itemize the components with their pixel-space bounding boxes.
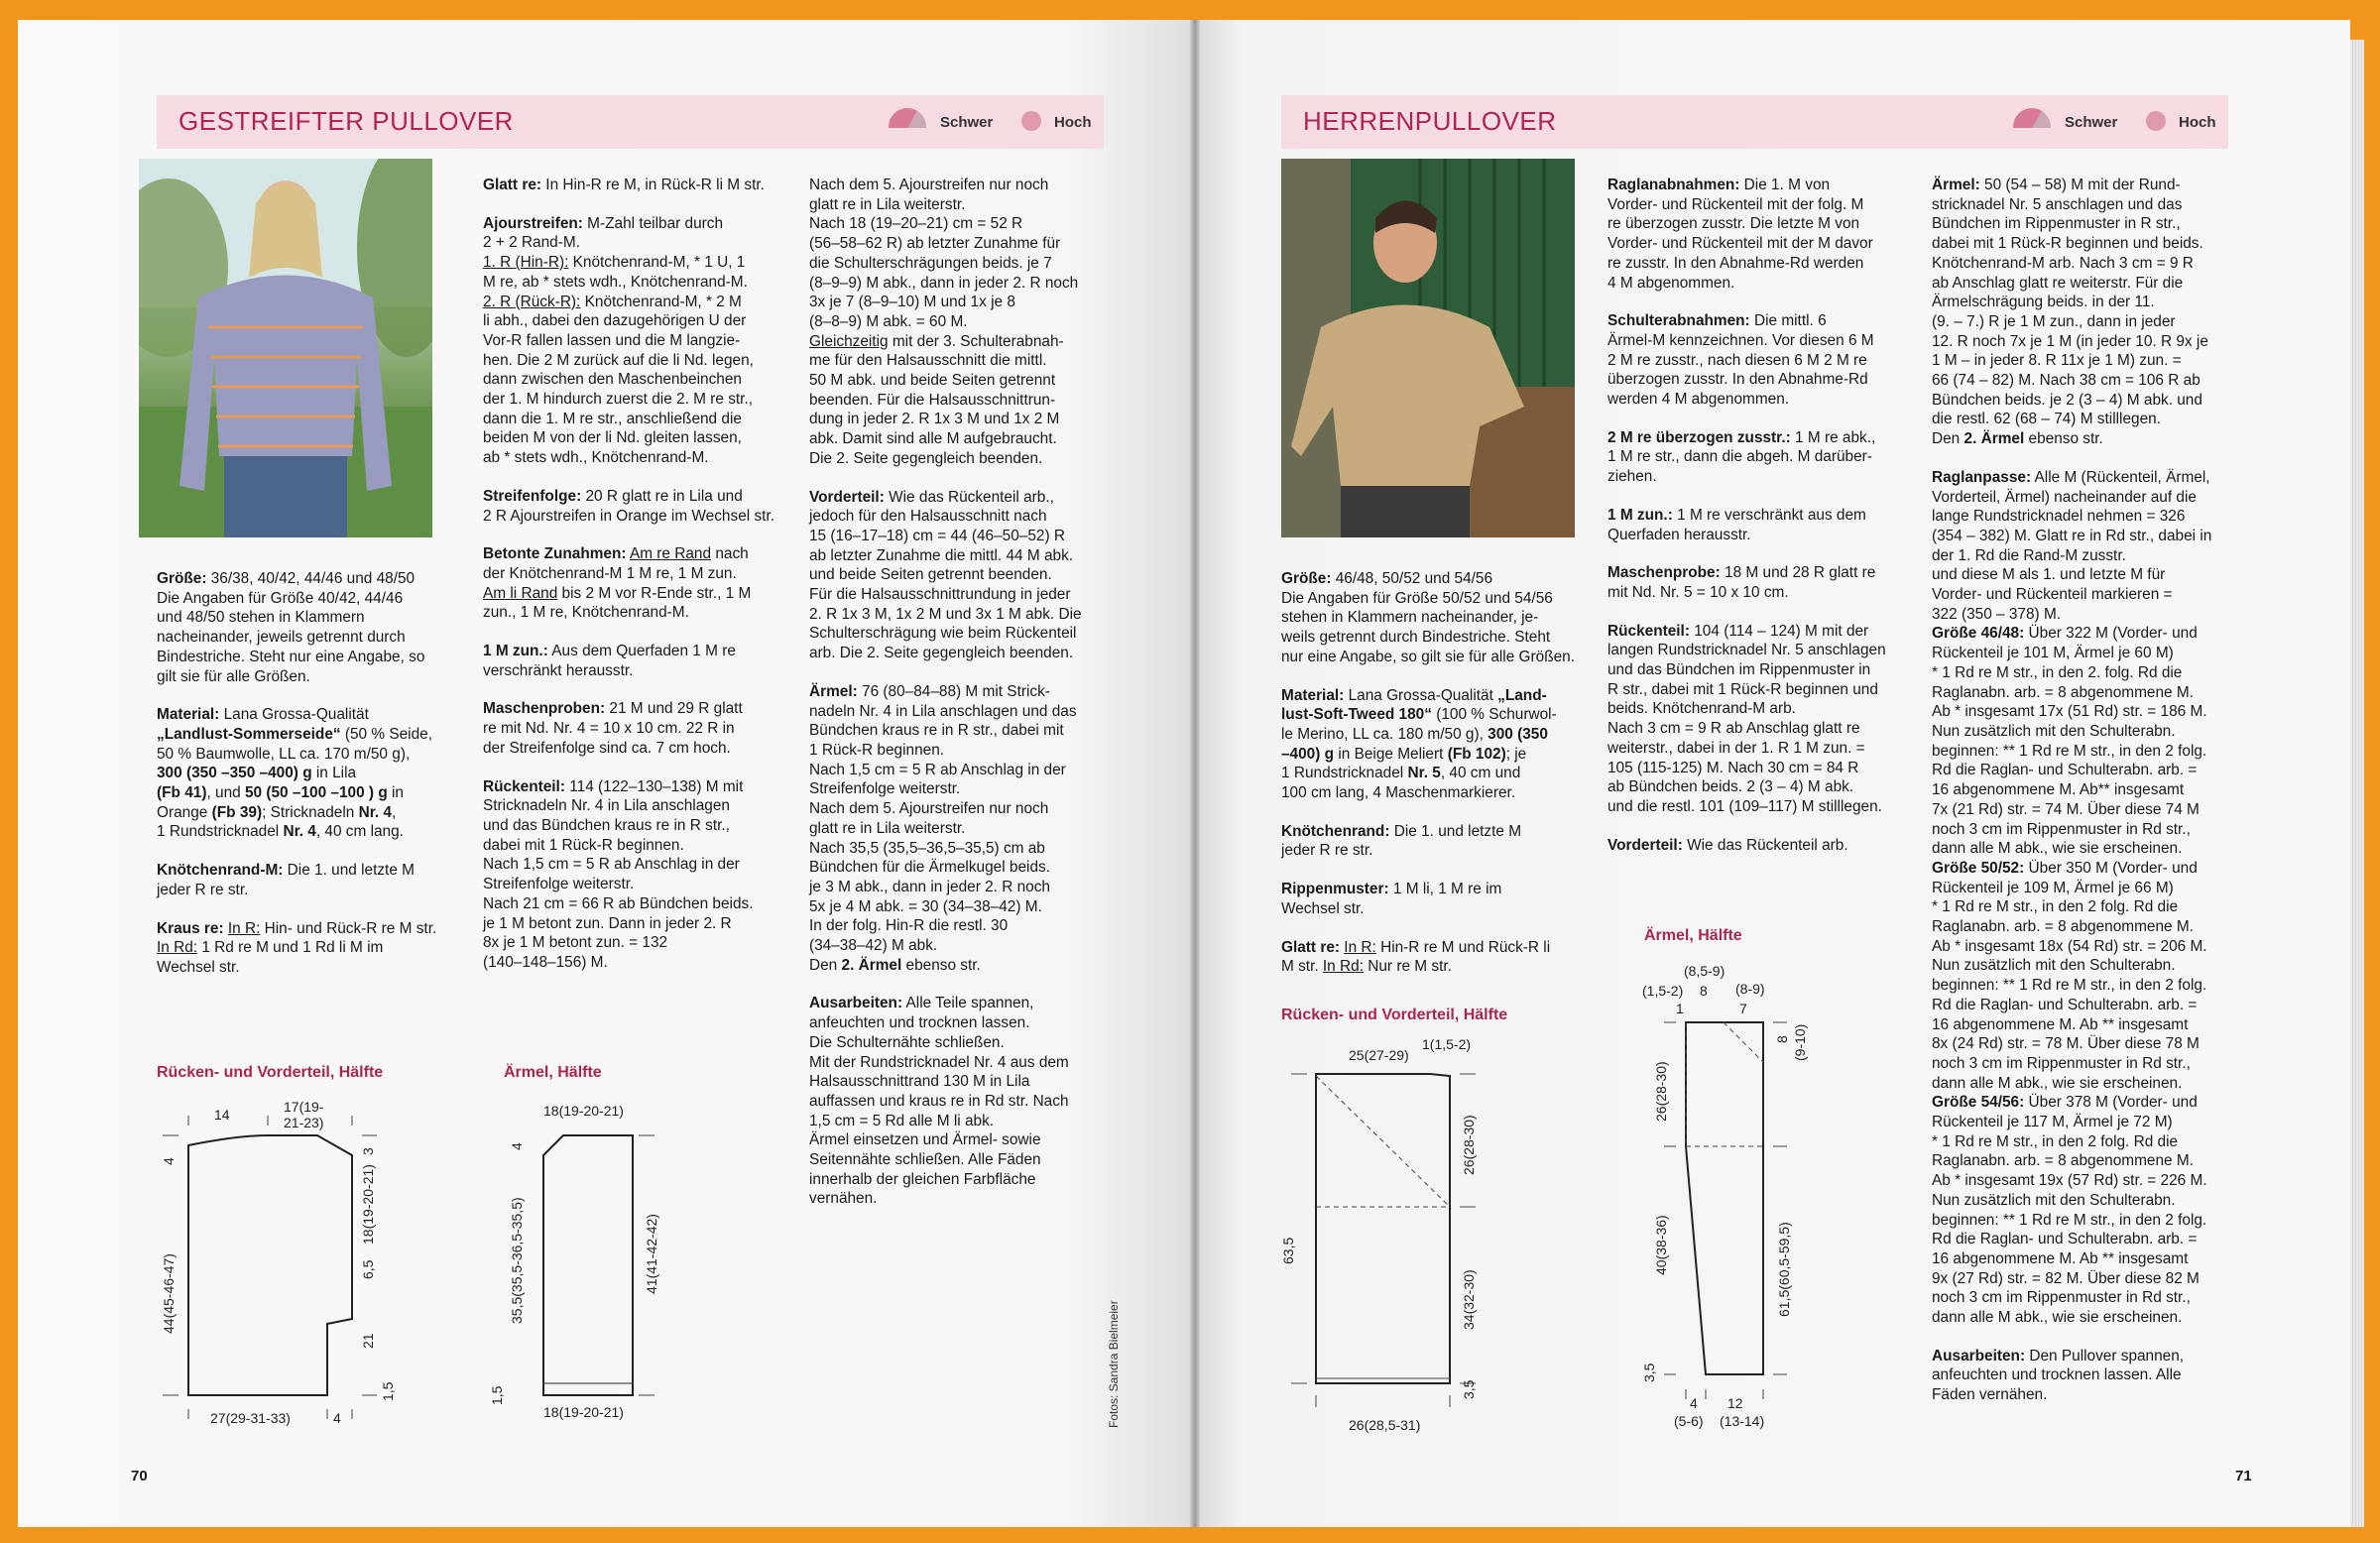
left-sleeve-schematic: [486, 1096, 684, 1443]
paragraph: Raglanpasse: Alle M (Rückenteil, Ärmel, Vorderteil, Ärmel) nacheinander auf die lange Rundstricknadel nehmen = 326 (354 – 382) M. Glatt re in Rd str., dabei in der 1. Rd die Rand-M zusstr. und diese M als 1. und letzte M für Vorder- und Rückenteil markieren = 322 (350 – 378) M. Größe 46/48: Über 322 M (Vorder- und Rückenteil je 101 M, Ärmel je 60 M) * 1 Rd re M str., in den 2. folg. Rd die Raglanabn. arb. = 8 abgenommene M. Ab * insgesamt 17x (51 Rd) str. = 186 M. Nun zusätzlich mit den Schulterabn. beginnen: ** 1 Rd re M str., in den 2 folg. Rd die Raglan- und Schulterabn. arb. = 16 abgenommene M. Ab** insgesamt 7x (21 Rd) str. = 74 M. Über diese 74 M noch 3 cm im Rippenmuster in Rd str., dann alle M abk., wie sie erscheinen. Größe 50/52: Über 350 M (Vorder- und Rückenteil je 109 M, Ärmel je 66 M) * 1 Rd re M str., in den 2 folg. Rd die Raglanabn. arb. = 8 abgenommene M. Ab * insgesamt 18x (54 Rd) str. = 206 M. Nun zusätzlich mit den Schulterabn. beginnen: ** 1 Rd re M str., in den 2 folg. Rd die Raglan- und Schulterabn. arb. = 16 abgenommene M. Ab ** insgesamt 8x (24 Rd) str. = 78 M. Über diese 78 M noch 3 cm im Rippenmuster in Rd str., dann alle M abk., wie sie erscheinen. Größe 54/56: Über 378 M (Vorder- und Rückenteil je 117 M, Ärmel je 72 M) * 1 Rd re M str., in den 2 folg. Rd die Raglanabn. arb. = 8 abgenommene M. Ab * insgesamt 19x (57 Rd) str. = 226 M. Nun zusätzlich mit den Schulterabn. beginnen: ** 1 Rd re M str., in den 2 folg. Rd die Raglan- und Schulterabn. arb. = 16 abgenommene M. Ab ** insgesamt 9x (27 Rd) str. = 82 M. Über diese 82 M noch 3 cm im Rippenmuster in Rd str., dann alle M abk., wie sie erscheinen.: [1932, 468, 2212, 1327]
dim-label: (8,5-9): [1684, 963, 1726, 979]
paragraph: Rückenteil: 104 (114 – 124) M mit der langen Rundstricknadel Nr. 5 anschlagen und das Bündchen im Rippenmuster in R str., dabei mit 1 Rück-R beginnen und beids. Knötchenrand-M arb. Nach 3 cm = 9 R ab Anschlag glatt re weiterstr., dabei in der 1. R 1 M zun. = 105 (115-125) M. Nach 30 cm = 84 R ab Bündchen beids. 2 (3 – 4) M abk. und die restl. 101 (109–117) M stilllegen.: [1607, 622, 1886, 815]
warmth-dot-icon: [1021, 111, 1041, 131]
dim-label: 6,5: [360, 1259, 376, 1279]
paragraph: Kraus re: In R: Hin- und Rück-R re M str. In Rd: 1 Rd re M und 1 Rd li M im Wechsel str.: [157, 919, 437, 976]
paragraph: 1 M zun.: Aus dem Querfaden 1 M re verschränkt herausstr.: [483, 643, 736, 679]
right-col-1: [1281, 569, 1589, 996]
woman-sweater-photo: [139, 159, 432, 537]
paragraph: Material: Lana Grossa-Qualität „Land- lust-Soft-Tweed 180“ (100 % Schurwol- le Merino, LL ca. 180 m/50 g), 300 (350 –400) g in Beige Meliert (Fb 102); je 1 Rundstricknadel Nr. 5, 40 cm und 100 cm lang, 4 Maschenmarkierer.: [1281, 686, 1557, 802]
paragraph: Maschenproben: 21 M und 29 R glatt re mit Nd. Nr. 4 = 10 x 10 cm. 22 R in der Streifenfolge sind ca. 7 cm hoch.: [483, 700, 743, 757]
paragraph: Raglanabnahmen: Die 1. M von Vorder- und Rückenteil mit der folg. M re überzogen zusstr. Die letzte M von Vorder- und Rückenteil mit der M davor re zusstr. In den Abnahme-Rd werden 4 M abgenommen.: [1607, 177, 1873, 292]
warmth-label: Hoch: [1054, 114, 1092, 131]
dim-label: 3: [360, 1147, 376, 1155]
dim-label: 3,5: [1461, 1379, 1477, 1399]
left-col-2: [483, 176, 790, 992]
paragraph: Nach dem 5. Ajourstreifen nur noch glatt re in Lila weiterstr. Nach 18 (19–20–21) cm = 52 R (56–58–62 R) ab letzter Zunahme für die Schulterschrägungen beids. je 7 (8–9–9) M abk., dann in jeder 2. R noch 3x je 7 (8–9–10) M und 1x je 8 (8–8–9) M abk. = 60 M. Gleichzeitig mit der 3. Schulterabnah- me für den Halsausschnitt die mittl. 50 M abk. und beide Seiten getrennt beenden. Für die Halsausschnittrun- dung in jeder 2. R 1x 3 M und 1x 2 M abk. Damit sind alle M aufgebraucht. Die 2. Seite gegengleich beenden.: [809, 177, 1079, 467]
left-col-3: [809, 176, 1117, 1228]
dim-label: (5-6): [1674, 1413, 1704, 1429]
paragraph: Material: Lana Grossa-Qualität „Landlust-Sommerseide“ (50 % Seide, 50 % Baumwolle, LL ca. 170 m/50 g), 300 (350 –350 –400) g in Lila (Fb 41), und 50 (50 –100 –100 ) g in Orange (Fb 39); Stricknadeln Nr. 4, 1 Rundstricknadel Nr. 4, 40 cm lang.: [157, 706, 432, 841]
dim-label: 27(29-31-33): [210, 1410, 291, 1426]
dim-label: 40(38-36): [1653, 1215, 1669, 1275]
right-fig1-title: Rücken- und Vorderteil, Hälfte: [1281, 1007, 1508, 1023]
dim-label: 26(28,5-31): [1349, 1417, 1421, 1433]
dim-label: 1,5: [489, 1385, 505, 1405]
right-sleeve-schematic: [1624, 958, 1833, 1434]
paragraph: Ajourstreifen: M-Zahl teilbar durch 2 + 2 Rand-M. 1. R (Hin-R): Knötchenrand-M, * 1 U, 1 M re, ab * stets wdh., Knötchenrand-M. 2. R (Rück-R): Knötchenrand-M, * 2 M li abh., dabei den dazugehörigen U der Vor-R fallen lassen und die M langzie- hen. Die 2 M zurück auf die li Nd. legen, dann zwischen den Maschenbeinchen der 1. M hindurch zuerst die 2. M re str., dann die 1. M re str., anschließend die beiden M von der li Nd. gleiten lassen, ab * stets wdh., Knötchenrand-M.: [483, 214, 754, 467]
dim-label: 34(32-30): [1461, 1269, 1477, 1330]
dim-label: (1,5-2): [1642, 983, 1684, 999]
paragraph: Maschenprobe: 18 M und 28 R glatt re mit Nd. Nr. 5 = 10 x 10 cm.: [1607, 564, 1876, 601]
dim-label: 4: [333, 1410, 341, 1426]
right-fig2-title: Ärmel, Hälfte: [1644, 927, 1742, 944]
paragraph: Glatt re: In R: Hin-R re M und Rück-R li M str. In Rd: Nur re M str.: [1281, 938, 1551, 976]
dim-label: 4: [161, 1157, 177, 1165]
dim-label: 61,5(60,5-59,5): [1776, 1222, 1792, 1317]
photo-credit: Fotos: Sandra Bielmeier: [1107, 1300, 1121, 1428]
paragraph: Schulterabnahmen: Die mittl. 6 Ärmel-M kennzeichnen. Vor diesen 6 M 2 M re zusstr., nach diesen 6 M 2 M re überzogen zusstr. In den Abnahme-Rd werden 4 M abgenommen.: [1607, 312, 1874, 409]
paragraph: Streifenfolge: 20 R glatt re in Lila und 2 R Ajourstreifen in Orange im Wechsel str.: [483, 487, 774, 525]
dim-label: 4: [1690, 1395, 1698, 1411]
dim-label: 18(19-20-21): [543, 1103, 624, 1119]
dim-label: 8: [1700, 983, 1708, 999]
dim-label: 14: [214, 1107, 230, 1123]
dim-label: 41(41-42-42): [644, 1214, 659, 1294]
left-fig1-title: Rücken- und Vorderteil, Hälfte: [157, 1064, 384, 1081]
paragraph: Vorderteil: Wie das Rückenteil arb.: [1607, 836, 1848, 854]
right-header-bar: [1281, 95, 2228, 149]
right-col-3: [1932, 176, 2239, 1424]
dim-label: 4: [509, 1142, 525, 1150]
dim-label: (8-9): [1735, 981, 1765, 997]
difficulty-label: Schwer: [2065, 114, 2118, 131]
left-title: GESTREIFTER PULLOVER: [178, 106, 514, 136]
dim-label: 17(19-: [284, 1099, 324, 1115]
warmth-label: Hoch: [2179, 114, 2216, 131]
difficulty-label: Schwer: [940, 114, 994, 131]
dim-label: (13-14): [1720, 1413, 1765, 1429]
right-page-number: 71: [2235, 1468, 2252, 1484]
book-gutter: [1190, 20, 1200, 1527]
paragraph: Ausarbeiten: Alle Teile spannen, anfeuchten und trocknen lassen. Die Schulternähte schließen. Mit der Rundstricknadel Nr. 4 aus dem Halsausschnittrand 130 M in Lila auffassen und kraus re in Rd str. Nach 1,5 cm = 5 Rd alle M li abk. Ärmel einsetzen und Ärmel- sowie Seitennähte schließen. Alle Fäden innerhalb der gleichen Farbfläche vernähen.: [809, 995, 1069, 1208]
paragraph: Größe: 36/38, 40/42, 44/46 und 48/50 Die Angaben für Größe 40/42, 44/46 und 48/50 stehen in Klammern nacheinander, jeweils getrennt durch Bindestriche. Steht nur eine Angabe, so gilt sie für alle Größen.: [157, 570, 425, 685]
paragraph: Rückenteil: 114 (122–130–138) M mit Stricknadeln Nr. 4 in Lila anschlagen und das Bündchen kraus re in R str., dabei mit 1 Rück-R beginnen. Nach 1,5 cm = 5 R ab Anschlag in der Streifenfolge weiterstr. Nach 21 cm = 66 R ab Bündchen beids. je 1 M betont zun. Dann in jeder 2. R 8x je 1 M betont zun. = 132 (140–148–156) M.: [483, 777, 754, 971]
page-edges: [2350, 40, 2364, 1527]
dim-label: 1(1,5-2): [1422, 1036, 1472, 1052]
dim-label: 3,5: [1641, 1363, 1657, 1382]
left-body-schematic: [149, 1096, 397, 1443]
warmth-dot-icon: [2146, 111, 2166, 131]
dim-label: 21-23): [284, 1115, 324, 1130]
paragraph: Betonte Zunahmen: Am re Rand nach der Knötchenrand-M 1 M re, 1 M zun. Am li Rand bis 2 M vor R-Ende str., 1 M zun., 1 M re, Knötchenrand-M.: [483, 545, 752, 622]
dim-label: 1: [1676, 1001, 1684, 1016]
paragraph: 1 M zun.: 1 M re verschränkt aus dem Querfaden herausstr.: [1607, 506, 1866, 543]
dim-label: 25(27-29): [1349, 1047, 1409, 1063]
dim-label: 21: [360, 1333, 376, 1349]
dim-label: 8: [1774, 1035, 1790, 1043]
dim-label: 7: [1739, 1001, 1747, 1016]
right-col-2: [1607, 176, 1915, 874]
dim-label: 44(45-46-47): [161, 1253, 177, 1334]
dim-label: 26(28-30): [1461, 1115, 1477, 1175]
dim-label: 1,5: [380, 1381, 396, 1401]
dim-label: (9-10): [1792, 1023, 1808, 1061]
paragraph: Größe: 46/48, 50/52 und 54/56 Die Angaben für Größe 50/52 und 54/56 stehen in Klammern nacheinander, je- weils getrennt durch Bindestriche. Steht nur eine Angabe, so gilt sie für alle Größen.: [1281, 570, 1576, 665]
left-header-bar: [157, 95, 1104, 149]
right-body-schematic: [1271, 1036, 1509, 1443]
dim-label: 12: [1727, 1395, 1743, 1411]
right-title: HERRENPULLOVER: [1303, 106, 1557, 136]
paragraph: Vorderteil: Wie das Rückenteil arb., jedoch für den Halsausschnitt nach 15 (16–17–18) cm = 44 (46–50–52) R ab letzter Zunahme die mittl. 44 M abk. und beide Seiten getrennt beenden. Für die Halsausschnittrundung in jeder 2. R 1x 3 M, 1x 2 M und 3x 1 M abk. Die Schulterschrägung wie beim Rückenteil arb. Die 2. Seite gegengleich beenden.: [809, 488, 1082, 662]
dim-label: 35,5(35,5-36,5-35,5): [509, 1197, 525, 1324]
paragraph: 2 M re überzogen zusstr.: 1 M re abk., 1 M re str., dann die abgeh. M darüber- ziehen.: [1607, 428, 1876, 486]
left-fig2-title: Ärmel, Hälfte: [504, 1064, 602, 1081]
paragraph: Ausarbeiten: Den Pullover spannen, anfeuchten und trocknen lassen. Alle Fäden vernähen.: [1932, 1347, 2185, 1404]
paragraph: Glatt re: In Hin-R re M, in Rück-R li M str.: [483, 177, 765, 193]
paragraph: Rippenmuster: 1 M li, 1 M re im Wechsel str.: [1281, 881, 1502, 917]
dim-label: 63,5: [1280, 1237, 1296, 1264]
paragraph: Ärmel: 76 (80–84–88) M mit Strick- nadeln Nr. 4 in Lila anschlagen und das Bündchen kraus re in R str., dabei mit 1 Rück-R beginnen. Nach 1,5 cm = 5 R ab Anschlag in der Streifenfolge weiterstr. Nach dem 5. Ajourstreifen nur noch glatt re in Lila weiterstr. Nach 35,5 (35,5–36,5–35,5) cm ab Bündchen für die Ärmelkugel beids. je 3 M abk., dann in jeder 2. R noch 5x je 4 M abk. = 30 (34–38–42) M. In der folg. Hin-R die restl. 30 (34–38–42) M abk. Den 2. Ärmel ebenso str.: [809, 682, 1077, 974]
difficulty-gauge-icon: [889, 108, 926, 128]
left-col-1: [157, 569, 464, 997]
paragraph: Ärmel: 50 (54 – 58) M mit der Rund- stricknadel Nr. 5 anschlagen und das Bündchen im Rippenmuster in R str., dabei mit 1 Rück-R beginnen und beids. Knötchenrand-M arb. Nach 3 cm = 9 R ab Anschlag glatt re weiterstr. Für die Ärmelschrägung beids. in der 11. (9. – 7.) R je 1 M zun., dann in jeder 12. R noch 7x je 1 M (in jeder 10. R 9x je 1 M – in jeder 8. R 11x je 1 M) zun. = 66 (74 – 82) M. Nach 38 cm = 106 R ab Bündchen beids. je 2 (3 – 4) M abk. und die restl. 62 (68 – 74) M stilllegen. Den 2. Ärmel ebenso str.: [1932, 177, 2208, 448]
paragraph: Knötchenrand: Die 1. und letzte M jeder R re str.: [1281, 822, 1522, 860]
man-sweater-photo: [1281, 159, 1575, 537]
dim-label: 26(28-30): [1653, 1061, 1669, 1122]
left-page-number: 70: [131, 1468, 148, 1484]
paragraph: Knötchenrand-M: Die 1. und letzte M jeder R re str.: [157, 862, 415, 898]
difficulty-gauge-icon: [2013, 108, 2051, 128]
dim-label: 18(19-20-21): [360, 1164, 376, 1245]
dim-label: 18(19-20-21): [543, 1404, 624, 1420]
